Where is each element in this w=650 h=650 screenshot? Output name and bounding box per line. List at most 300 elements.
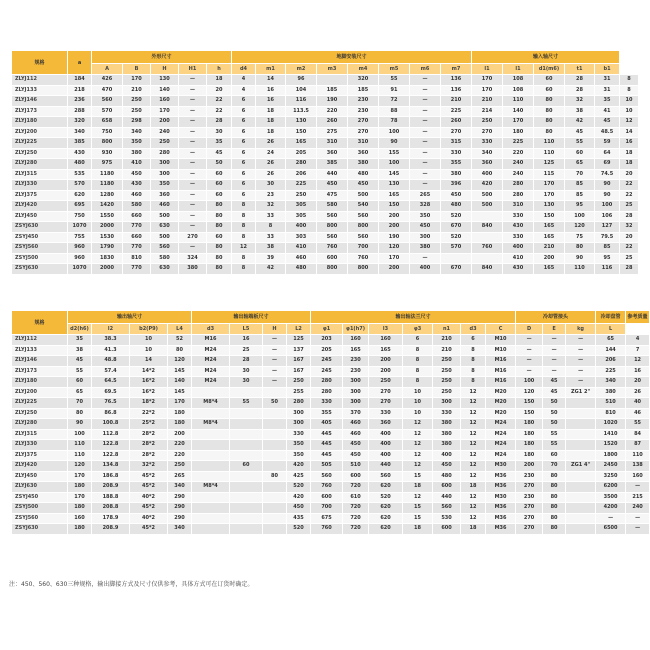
value-cell [230, 419, 263, 430]
value-cell: 225 [286, 180, 317, 191]
value-cell: 3250 [596, 471, 626, 482]
model-cell: ZLYJ112 [12, 335, 68, 346]
value-cell [263, 429, 287, 440]
value-cell: M8*4 [192, 398, 230, 409]
value-cell: — [263, 377, 287, 388]
value-cell: — [179, 117, 207, 128]
value-cell: — [410, 117, 441, 128]
value-cell: 32*2 [130, 461, 168, 472]
value-cell: 12 [461, 387, 486, 398]
value-cell [263, 450, 287, 461]
value-cell: 330 [472, 138, 503, 149]
value-cell: 45 [68, 356, 92, 367]
table-row [12, 408, 650, 419]
value-cell [472, 253, 503, 264]
model-cell: ZLYJ200 [12, 127, 68, 138]
value-cell: 480 [433, 471, 461, 482]
value-cell: 840 [472, 264, 503, 275]
value-cell: 580 [317, 201, 348, 212]
value-cell: 396 [441, 180, 472, 191]
value-cell: 190 [379, 232, 410, 243]
model-cell: ZLYJ280 [12, 159, 68, 170]
value-cell: 80 [207, 253, 232, 264]
value-cell: 230 [343, 356, 369, 367]
column-header: L4 [168, 324, 192, 335]
value-cell: M24 [486, 419, 516, 430]
value-cell: 380 [433, 429, 461, 440]
table-row [12, 503, 650, 514]
value-cell: 12 [461, 513, 486, 524]
value-cell: 45*2 [130, 482, 168, 493]
value-cell: M20 [486, 387, 516, 398]
value-cell: 80 [168, 345, 192, 356]
value-cell: 165 [379, 190, 410, 201]
header-output-end-plate-size: 输出轴端板尺寸 [192, 311, 311, 324]
value-cell: — [566, 377, 596, 388]
value-cell: 310 [348, 138, 379, 149]
value-cell: — [410, 96, 441, 107]
value-cell: 85 [565, 190, 595, 201]
value-cell: 22 [620, 180, 639, 191]
value-cell: 360 [472, 159, 503, 170]
value-cell: 122.8 [92, 440, 130, 451]
value-cell: 510 [343, 461, 369, 472]
value-cell: 41 [595, 106, 620, 117]
value-cell: 150 [534, 211, 565, 222]
value-cell: 38 [256, 243, 286, 254]
value-cell: 760 [311, 482, 343, 493]
value-cell: 150 [286, 127, 317, 138]
value-cell: 41.3 [92, 345, 130, 356]
model-cell: ZLYJ450 [12, 471, 68, 482]
value-cell: 350 [151, 180, 179, 191]
value-cell: 240 [626, 503, 650, 514]
value-cell [263, 503, 287, 514]
value-cell: 355 [311, 408, 343, 419]
value-cell: 180 [516, 450, 543, 461]
value-cell: 420 [287, 492, 311, 503]
value-cell: 15 [403, 503, 433, 514]
value-cell: 300 [343, 387, 369, 398]
value-cell: 225 [503, 138, 534, 149]
value-cell [566, 492, 596, 503]
value-cell: 630 [151, 222, 179, 233]
value-cell: 125 [534, 159, 565, 170]
value-cell: 130 [151, 75, 179, 86]
value-cell: 460 [123, 190, 151, 201]
value-cell: 205 [286, 148, 317, 159]
column-header: φ1(h7) [343, 324, 369, 335]
value-cell: 270 [348, 127, 379, 138]
value-cell: 430 [503, 264, 534, 275]
value-cell: 280 [311, 377, 343, 388]
value-cell: 1550 [92, 211, 123, 222]
column-header: m3 [317, 64, 348, 75]
value-cell: 80 [534, 117, 565, 128]
value-cell: 60 [207, 232, 232, 243]
value-cell [230, 492, 263, 503]
value-cell: 288 [68, 106, 92, 117]
value-cell [566, 503, 596, 514]
column-header: d3 [461, 324, 486, 335]
column-header: b2(P9) [130, 324, 168, 335]
value-cell: 225 [441, 106, 472, 117]
value-cell: — [410, 85, 441, 96]
value-cell [566, 408, 596, 419]
value-cell: 100 [516, 377, 543, 388]
value-cell: 25*2 [130, 419, 168, 430]
value-cell: 270 [516, 482, 543, 493]
value-cell: 450 [441, 190, 472, 201]
value-cell: 45 [543, 377, 566, 388]
value-cell: 80 [565, 243, 595, 254]
column-header: L5 [230, 324, 263, 335]
value-cell: M24 [486, 440, 516, 451]
value-cell: 108 [503, 85, 534, 96]
value-cell: 165 [534, 222, 565, 233]
value-cell: 90 [595, 190, 620, 201]
value-cell: 65 [68, 387, 92, 398]
value-cell: 240 [151, 127, 179, 138]
value-cell: — [263, 345, 287, 356]
value-cell: 127 [595, 222, 620, 233]
value-cell: M36 [486, 482, 516, 493]
value-cell: 450 [410, 222, 441, 233]
value-cell: 230 [343, 366, 369, 377]
value-cell: 505 [311, 461, 343, 472]
value-cell: M10 [486, 335, 516, 346]
table-row [12, 85, 639, 96]
value-cell: 205 [311, 345, 343, 356]
value-cell: 170 [503, 117, 534, 128]
table-header-row-2 [12, 64, 639, 75]
value-cell: 460 [343, 429, 369, 440]
value-cell: 340 [123, 127, 151, 138]
value-cell: 695 [68, 201, 92, 212]
value-cell: 208.9 [92, 524, 130, 535]
model-cell: ZLYJ250 [12, 148, 68, 159]
value-cell: — [179, 106, 207, 117]
value-cell: 600 [433, 482, 461, 493]
value-cell: 220 [503, 148, 534, 159]
value-cell [230, 471, 263, 482]
value-cell: 80 [543, 524, 566, 535]
value-cell: 18 [256, 106, 286, 117]
value-cell: 255 [287, 387, 311, 398]
value-cell: 14 [130, 356, 168, 367]
value-cell: 80 [207, 201, 232, 212]
value-cell: 330 [503, 232, 534, 243]
value-cell: 80 [534, 127, 565, 138]
value-cell: 720 [343, 524, 369, 535]
value-cell: 165 [369, 345, 403, 356]
value-cell [566, 513, 596, 524]
value-cell: 39 [256, 253, 286, 264]
column-header: d1(m6) [534, 64, 565, 75]
value-cell: 20 [620, 169, 639, 180]
table-row [12, 471, 650, 482]
value-cell [230, 482, 263, 493]
value-cell: 450 [343, 440, 369, 451]
value-cell: 208.9 [92, 482, 130, 493]
value-cell: 600 [317, 253, 348, 264]
model-cell: ZLYJ173 [12, 106, 68, 117]
value-cell: 140 [168, 377, 192, 388]
value-cell: 200 [151, 117, 179, 128]
value-cell: 7 [626, 345, 650, 356]
value-cell: 180 [516, 419, 543, 430]
table-row [12, 264, 639, 275]
header-model: 规格 [12, 51, 68, 75]
value-cell: 80 [534, 96, 565, 107]
value-cell: 620 [68, 190, 92, 201]
column-header: A [92, 64, 123, 75]
value-cell: 305 [286, 211, 317, 222]
value-cell: 300 [287, 408, 311, 419]
value-cell: 165 [534, 264, 565, 275]
value-cell: 760 [317, 243, 348, 254]
column-header: C [486, 324, 516, 335]
value-cell: 200 [369, 366, 403, 377]
value-cell: 445 [311, 429, 343, 440]
value-cell: 225 [596, 366, 626, 377]
value-cell: 28*2 [130, 440, 168, 451]
value-cell: 38.3 [92, 335, 130, 346]
value-cell [263, 440, 287, 451]
value-cell: 220 [317, 106, 348, 117]
value-cell [230, 429, 263, 440]
value-cell: 380 [410, 243, 441, 254]
table-row [12, 159, 639, 170]
value-cell: — [410, 127, 441, 138]
value-cell [192, 440, 230, 451]
value-cell: — [179, 243, 207, 254]
value-cell: 250 [123, 106, 151, 117]
value-cell: 800 [317, 264, 348, 275]
value-cell: 1070 [68, 222, 92, 233]
value-cell: 170 [472, 85, 503, 96]
value-cell: 230 [516, 471, 543, 482]
value-cell: M16 [486, 377, 516, 388]
value-cell: 12 [461, 398, 486, 409]
value-cell: 40*2 [130, 492, 168, 503]
value-cell [566, 440, 596, 451]
value-cell: 45*2 [130, 503, 168, 514]
value-cell: 110 [503, 96, 534, 107]
value-cell: 610 [343, 492, 369, 503]
value-cell: 30 [207, 127, 232, 138]
value-cell: 74.5 [595, 169, 620, 180]
value-cell: M36 [486, 471, 516, 482]
value-cell: 48.5 [595, 127, 620, 138]
value-cell: 80 [543, 503, 566, 514]
value-cell: 134.8 [92, 461, 130, 472]
value-cell: 79.5 [595, 232, 620, 243]
value-cell: 480 [348, 169, 379, 180]
value-cell: M36 [486, 513, 516, 524]
value-cell: 245 [311, 366, 343, 377]
value-cell: 188.8 [92, 492, 130, 503]
value-cell: 50 [543, 398, 566, 409]
value-cell [192, 387, 230, 398]
column-header: m5 [379, 64, 410, 75]
value-cell: 190 [317, 96, 348, 107]
value-cell: — [263, 335, 287, 346]
value-cell: 22 [207, 96, 232, 107]
value-cell: 38 [68, 345, 92, 356]
column-header: L [596, 324, 626, 335]
value-cell: 3500 [596, 492, 626, 503]
value-cell: 57.4 [92, 366, 130, 377]
value-cell: 160 [68, 513, 92, 524]
value-cell: 400 [286, 222, 317, 233]
value-cell: 380 [596, 387, 626, 398]
value-cell: 26 [626, 387, 650, 398]
model-cell: ZLYJ375 [12, 190, 68, 201]
value-cell: 300 [151, 159, 179, 170]
value-cell: 26 [256, 169, 286, 180]
model-cell: ZSYJ450 [12, 232, 68, 243]
model-cell: ZSYJ560 [12, 513, 68, 524]
value-cell: 975 [92, 159, 123, 170]
value-cell [441, 253, 472, 264]
value-cell: 350 [123, 138, 151, 149]
table-row [12, 335, 650, 346]
value-cell: 155 [379, 148, 410, 159]
column-header: l1 [472, 64, 503, 75]
value-cell [566, 471, 596, 482]
value-cell: 90 [379, 138, 410, 149]
value-cell: 330 [503, 211, 534, 222]
value-cell: 670 [441, 222, 472, 233]
value-cell: 180 [503, 127, 534, 138]
value-cell: — [410, 106, 441, 117]
header-reference-mass: 参考质量 [626, 311, 650, 324]
value-cell [192, 513, 230, 524]
value-cell: 14 [256, 75, 286, 86]
value-cell: 430 [68, 148, 92, 159]
value-cell: 700 [311, 503, 343, 514]
table-row [12, 222, 639, 233]
value-cell: 60 [207, 180, 232, 191]
model-cell: ZLYJ146 [12, 356, 68, 367]
value-cell: 250 [433, 356, 461, 367]
value-cell: 140 [151, 85, 179, 96]
value-cell: 250 [433, 377, 461, 388]
value-cell: 100 [68, 429, 92, 440]
value-cell: 1280 [92, 190, 123, 201]
value-cell: 116 [595, 264, 620, 275]
value-cell: 80 [263, 471, 287, 482]
value-cell: 270 [472, 127, 503, 138]
value-cell: 75 [565, 232, 595, 243]
value-cell: 670 [441, 264, 472, 275]
value-cell: 250 [286, 190, 317, 201]
value-cell: 445 [311, 450, 343, 461]
value-cell: 426 [92, 75, 123, 86]
value-cell: 18 [256, 117, 286, 128]
value-cell: 65 [565, 159, 595, 170]
value-cell [317, 75, 348, 86]
value-cell: 6 [232, 148, 256, 159]
value-cell: 31 [595, 75, 620, 86]
value-cell: 26 [256, 159, 286, 170]
table-row [12, 201, 639, 212]
value-cell: 340 [596, 377, 626, 388]
value-cell: 8 [403, 377, 433, 388]
value-cell: 12 [620, 117, 639, 128]
header-foot-mount-size: 地脚安装尺寸 [232, 51, 472, 64]
value-cell: 214 [472, 106, 503, 117]
value-cell: 165 [343, 345, 369, 356]
model-cell: ZLYJ112 [12, 75, 68, 86]
value-cell: 20 [207, 85, 232, 96]
value-cell: 100 [379, 127, 410, 138]
value-cell: M20 [486, 408, 516, 419]
value-cell: 76.5 [92, 398, 130, 409]
value-cell: 33 [256, 232, 286, 243]
value-cell: 100 [595, 201, 620, 212]
value-cell: 200 [168, 429, 192, 440]
value-cell: 6 [232, 169, 256, 180]
value-cell: 500 [472, 190, 503, 201]
value-cell: 30 [230, 366, 263, 377]
value-cell: 30 [230, 377, 263, 388]
model-cell: ZLYJ200 [12, 387, 68, 398]
value-cell [230, 513, 263, 524]
header-input-shaft-size: 输入轴尺寸 [472, 51, 620, 64]
value-cell: 35 [207, 138, 232, 149]
value-cell: 55 [543, 429, 566, 440]
value-cell: 12 [403, 429, 433, 440]
value-cell: 210 [534, 243, 565, 254]
model-cell: ZLYJ133 [12, 85, 68, 96]
value-cell: 80 [543, 492, 566, 503]
value-cell: — [179, 159, 207, 170]
value-cell: 45*2 [130, 471, 168, 482]
value-cell [263, 419, 287, 430]
table-header-row-1 [12, 311, 650, 324]
value-cell: 230 [348, 106, 379, 117]
value-cell: 8 [461, 366, 486, 377]
value-cell: 120 [565, 222, 595, 233]
value-cell: 1530 [92, 232, 123, 243]
value-cell [192, 471, 230, 482]
column-header: L2 [287, 324, 311, 335]
model-cell: ZLYJ420 [12, 461, 68, 472]
value-cell: 165 [286, 138, 317, 149]
value-cell: 630 [151, 264, 179, 275]
value-cell: 64.5 [92, 377, 130, 388]
value-cell: 210 [441, 96, 472, 107]
value-cell: 250 [123, 96, 151, 107]
value-cell: 800 [317, 222, 348, 233]
value-cell: 80 [207, 264, 232, 275]
value-cell: 360 [348, 148, 379, 159]
value-cell: 60 [207, 169, 232, 180]
value-cell: 300 [151, 169, 179, 180]
value-cell: 8 [403, 345, 433, 356]
value-cell: 570 [68, 180, 92, 191]
value-cell: 32 [565, 96, 595, 107]
value-cell: 405 [311, 419, 343, 430]
value-cell: 1180 [92, 169, 123, 180]
value-cell: 110 [68, 450, 92, 461]
column-header: l3 [369, 324, 403, 335]
value-cell [230, 450, 263, 461]
value-cell: 520 [287, 524, 311, 535]
value-cell: M36 [486, 524, 516, 535]
